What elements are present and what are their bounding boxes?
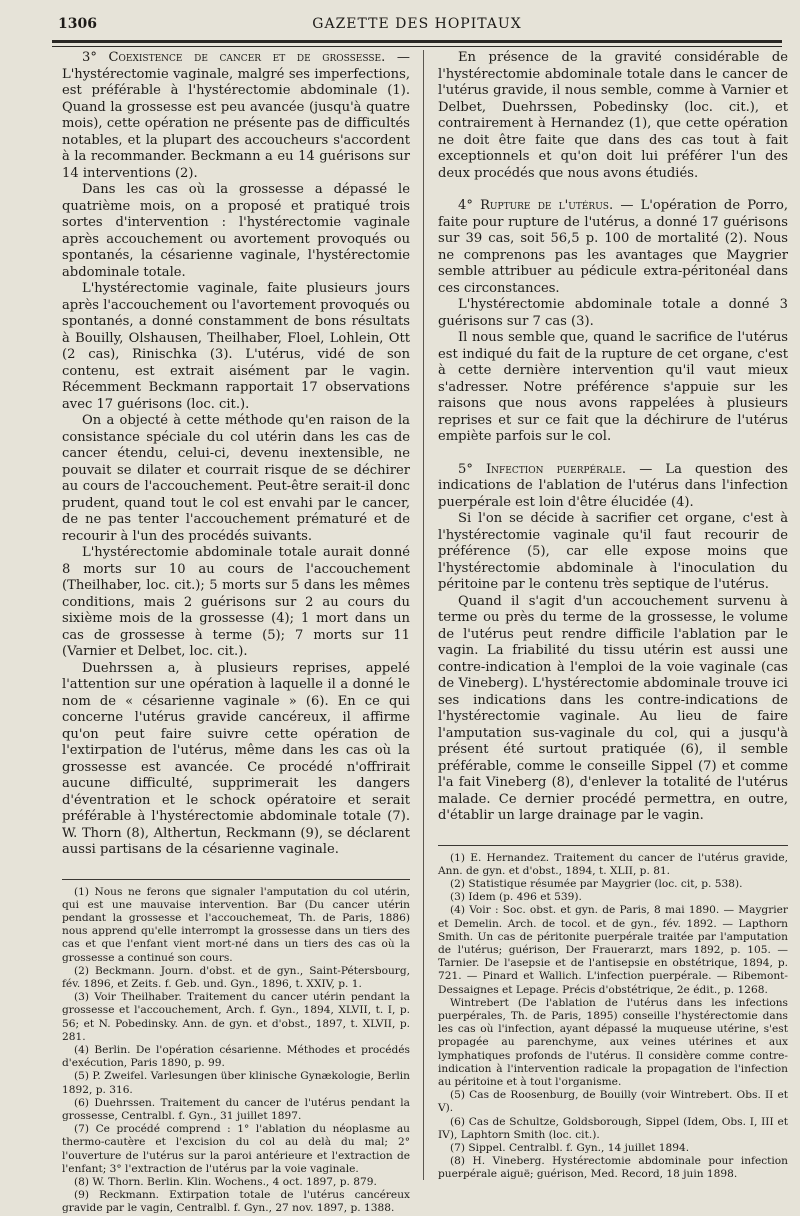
section-heading: 5° Infection puerpérale. — [458, 461, 627, 477]
header-rule — [52, 40, 782, 43]
footnote: Wintrebert (De l'ablation de l'utérus dans les infections puerpérales, Th. de Paris, 1895) conseille l'hystérectomie dans les cas où l'infection, ayant dépassé la muqueuse utérine, s'est propagée au parenchyme, aux veines utérines et aux lymphatiques profonds de l'utérus. Il considère comme contre-indication à l'intervention radicale la propagation de l'infection au péritoine et à tout l'organisme. — [438, 996, 788, 1088]
section-heading: 3° Coexistence de cancer et de grossesse. — [82, 50, 386, 65]
paragraph: 4° Rupture de l'utérus. — L'opération de Porro, faite pour rupture de l'utérus, a donné 17 guérisons sur 39 cas, soit 56,5 p. 100 de mortalité (2). Nous ne comprenons pas les avantages que Maygrier semble attribuer au pédicule extra-péritonéal dans ces circonstances. — [438, 198, 788, 296]
footnote: (5) P. Zweifel. Varlesungen über klinische Gynækologie, Berlin 1892, p. 316. — [62, 1070, 410, 1096]
left-column — [62, 50, 410, 1216]
paragraph: Quand il s'agit d'un accouchement survenu à terme ou près du terme de la grossesse, le volume de l'utérus peut rendre difficile l'ablation par le vagin. La friabilité du tissu utérin est aussi une contre-indication à l'emploi de la voie vaginale (cas de Vineberg). L'hystérectomie abdominale trouve ici ses indications dans les contre-indications de l'hystérectomie vaginale. Au lieu de faire l'amputation sus-vaginale du col, qui a jusqu'à présent été surtout pratiquée (6), il semble préférable, comme le conseille Sippel (7) et comme l'a fait Vineberg (8), d'enlever la totalité de l'utérus malade. Ce dernier procédé permettra, en outre, d'établir un large drainage par le vagin. — [438, 593, 788, 823]
paragraph: L'hystérectomie abdominale totale a donné 3 guérisons sur 7 cas (3). — [438, 297, 788, 329]
footnote: (6) Cas de Schultze, Goldsborough, Sippel (Idem, Obs. I, III et IV), Laphtorn Smith (loc. cit.). — [438, 1115, 788, 1141]
header-rule-thin — [52, 46, 782, 47]
page-header — [52, 14, 782, 38]
footnote: (1) Nous ne ferons que signaler l'amputation du col utérin, qui est une mauvaise intervention. Bar (Du cancer utérin pendant la grossesse et l'accouchemeat, Th. de Paris, 1886) nous apprend qu'elle interrompt la grossesse dans un tiers des cas et que l'enfant vient mort-né dans un tiers des cas où la grossesse a continué son cours. — [62, 885, 410, 964]
footnote-separator — [62, 879, 410, 880]
paragraph: L'hystérectomie abdominale totale aurait donné 8 morts sur 10 au cours de l'accouchement (Theilhaber, loc. cit.); 5 morts sur 5 dans les mêmes conditions, mais 2 guérisons sur 2 au cours du sixième mois de la grossesse (4); 1 mort dans un cas de grossesse à terme (5); 7 morts sur 11 (Varnier et Delbet, loc. cit.). — [62, 545, 410, 659]
footnote: (9) Reckmann. Extirpation totale de l'utérus cancéreux gravide par le vagin, Centralbl. f. Gyn., 27 nov. 1897, p. 1388. — [62, 1189, 410, 1215]
paragraph: 5° Infection puerpérale. — La question des indications de l'ablation de l'utérus dans l'infection puerpérale est loin d'être élucidée (4). — [438, 461, 789, 510]
footnote: (5) Cas de Roosenburg, de Bouilly (voir Wintrebert. Obs. II et V). — [438, 1089, 788, 1115]
paragraph: Si l'on se décide à sacrifier cet organe, c'est à l'hystérectomie vaginale qu'il faut recourir de préférence (5), car elle expose moins que l'hystérectomie abdominale à l'inoculation du péritoine par le contenu très septique de l'utérus. — [438, 511, 788, 592]
paragraph: Duehrssen a, à plusieurs reprises, appelé l'attention sur une opération à laquelle il a donné le nom de « césarienne vaginale » (6). En ce qui concerne l'utérus gravide cancéreux, il affirme qu'on peut faire suivre cette opération de l'extirpation de l'utérus, même dans les cas où la grossesse est avancée. Ce procédé n'offrirait aucune difficulté, supprimerait les dangers d'éventration et le schock opératoire et serait préférable à l'hystérectomie abdominale totale (7). W. Thorn (8), Althertun, Reckmann (9), se déclarent aussi partisans de la césarienne vaginale. — [62, 660, 410, 857]
footnote: (2) Statistique résumée par Maygrier (loc. cit, p. 538). — [450, 877, 743, 890]
footnote-separator — [438, 845, 788, 846]
footnote: (2) Beckmann. Journ. d'obst. et de gyn., Saint-Pétersbourg, fév. 1896, et Zeits. f. Geb. und. Gyn., 1896, t. XXIV, p. 1. — [62, 964, 410, 990]
column-divider — [423, 50, 424, 1180]
footnote: (3) Idem (p. 496 et 539). — [450, 891, 582, 904]
paragraph: Dans les cas où la grossesse a dépassé le quatrième mois, on a proposé et pratiqué trois sortes d'intervention : l'hystérectomie vaginale après accouchement ou avortement provoqués ou spontanés, la césarienne vaginale, l'hystérectomie abdominale totale. — [62, 182, 410, 280]
paragraph: En présence de la gravité considérable de l'hystérectomie abdominale totale dans le cancer de l'utérus gravide, il nous semble, comme à Varnier et Delbet, Duehrssen, Pobedinsky (loc. cit.), et contrairement à Hernandez (1), que cette opération ne doit être faite que dans des cas tout à fait exceptionnels et qu'on doit lui préférer l'un des deux procédés que nous avons étudiés. — [438, 50, 788, 181]
footnote: (8) H. Vineberg. Hystérectomie abdominale pour infection puerpérale aiguë; guérison, Med. Record, 18 juin 1898. — [438, 1155, 788, 1181]
footnote: (3) Voir Theilhaber. Traitement du cancer utérin pendant la grossesse et l'accouchement, Arch. f. Gyn., 1894, XLVII, t. I, p. 56; et N. Pobedinsky. Ann. de gyn. et d'obst., 1897, t. XLVII, p. 281. — [62, 991, 410, 1043]
page-number: 1306 — [58, 16, 97, 32]
paragraph: Il nous semble que, quand le sacrifice de l'utérus est indiqué du fait de la rupture de cet organe, c'est à cette dernière intervention qu'il vaut mieux s'adresser. Notre préférence s'appuie sur les raisons que nous avons rappelées à plusieurs reprises et sur ce fait que la déchirure de l'utérus empiète parfois sur le col. — [438, 330, 788, 444]
paragraph: On a objecté à cette méthode qu'en raison de la consistance spéciale du col utérin dans les cas de cancer étendu, celui-ci, devenu inextensible, ne pouvait se dilater et courrait risque de se déchirer au cours de l'accouchement. Peut-être serait-il donc prudent, quand tout le col est envahi par le cancer, de ne pas tenter l'accouchement prématuré et de recourir à l'un des procédés suivants. — [62, 413, 410, 544]
paragraph: 3° Coexistence de cancer et de grossesse. — L'hystérectomie vaginale, malgré ses imperfections, est préférable à l'hystérectomie abdominale (1). Quand la grossesse est peu avancée (jusqu'à quatre mois), cette opération ne présente pas de difficultés notables, et la plupart des accoucheurs s'accordent à la recommander. Beckmann a eu 14 guérisons sur 14 interventions (2). — [62, 50, 410, 181]
footnote: (7) Sippel. Centralbl. f. Gyn., 14 juillet 1894. — [450, 1141, 690, 1154]
right-column — [438, 50, 788, 1182]
footnote: (4) Voir : Soc. obst. et gyn. de Paris, 8 mai 1890. — Maygrier et Demelin. Arch. de tocol. et de gyn., fév. 1892. — Lapthorn Smith. Un cas de péritonite puerpérale traitée par l'amputation de l'utérus; guérison, Der Frauerarzt, mars 1892, p. 105. — Tarnier. De l'asepsie et de l'antisepsie en obstétrique, 1894, p. 721. — Pinard et Wallich. L'infection puerpérale. — Ribemont-Dessaignes et Lepage. Précis d'obstétrique, 2e édit., p. 1268. — [438, 904, 788, 996]
paragraph: L'hystérectomie vaginale, faite plusieurs jours après l'accouchement ou l'avortement provoqués ou spontanés, a donné constamment de bons résultats à Bouilly, Olshausen, Theilhaber, Floel, Lohlein, Ott (2 cas), Rinischka (3). L'utérus, vidé de son contenu, est extrait aisément par le vagin. Récemment Beckmann rapportait 17 observations avec 17 guérisons (loc. cit.). — [62, 281, 410, 412]
footnote: (1) E. Hernandez. Traitement du cancer de l'utérus gravide, Ann. de gyn. et d'obst., 1894, t. XLII, p. 81. — [438, 851, 788, 877]
footnote: (4) Berlin. De l'opération césarienne. Méthodes et procédés d'exécution, Paris 1890, p. 99. — [62, 1043, 410, 1070]
footnote: (8) W. Thorn. Berlin. Klin. Wochens., 4 oct. 1897, p. 879. — [74, 1175, 377, 1188]
section-heading: 4° Rupture de l'utérus. — [458, 198, 614, 213]
running-title: GAZETTE DES HOPITAUX — [312, 16, 522, 32]
footnote: (7) Ce procédé comprend : 1° l'ablation du néoplasme au thermo-cautère et l'excision du col au delà du mal; 2° l'ouverture de l'utérus sur la paroi antérieure et l'extraction de l'enfant; 3° l'extraction de l'utérus par la voie vaginale. — [62, 1123, 410, 1175]
footnote: (6) Duehrssen. Traitement du cancer de l'utérus pendant la grossesse, Centralbl. f. Gyn., 31 juillet 1897. — [62, 1096, 410, 1122]
